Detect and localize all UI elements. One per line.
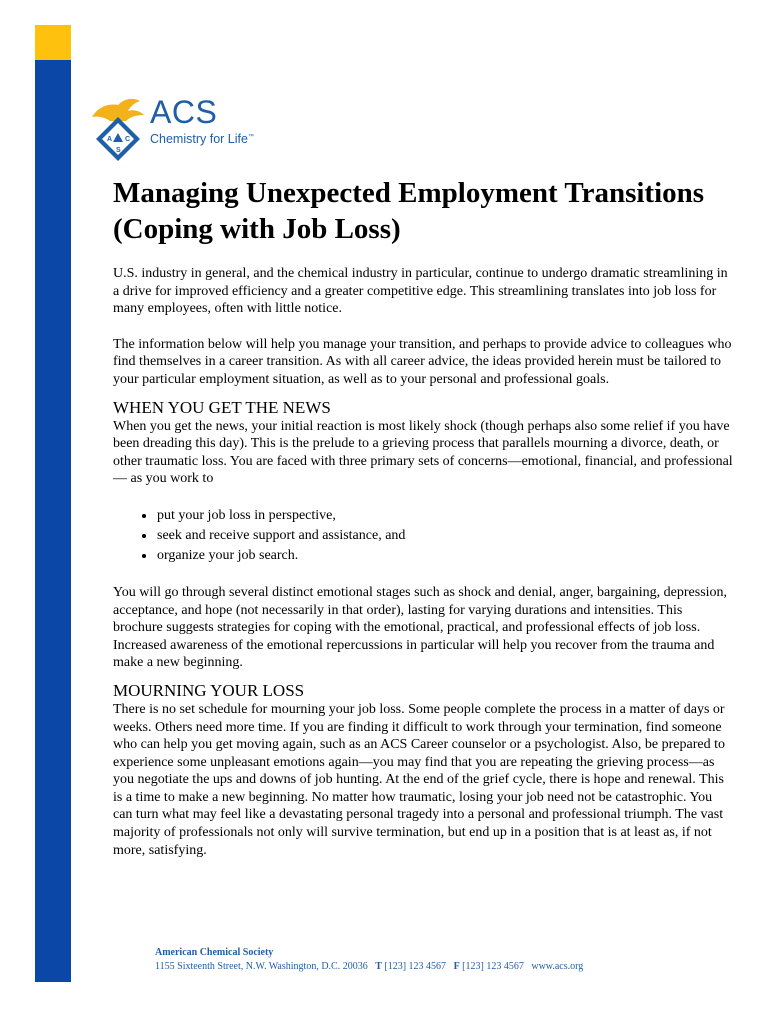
- trademark-mark: ™: [247, 133, 254, 140]
- concerns-list: [113, 506, 733, 566]
- page-footer: [155, 946, 583, 974]
- side-stripe-blue: [35, 60, 71, 982]
- footer-org: American Chemical Society: [155, 947, 274, 958]
- section-news-after: You will go through several distinct emotional stages such as shock and denial, anger, bargaining, depression, acceptance, and hope (not necessarily in that order), lasting for varying durations and intensities. This brochure suggests strategies for coping with the emotional, practical, and professional effects of job loss. Increased awareness of the emotional repercussions in particular will help you recover from the trauma and make a new beginning.: [113, 584, 728, 671]
- footer-web-link[interactable]: www.acs.org: [531, 961, 584, 972]
- logo-wordmark: ACS: [150, 94, 218, 130]
- acs-logo: [88, 95, 278, 165]
- list-item: • put your job loss in perspective,: [156, 506, 733, 526]
- side-stripe-yellow: [35, 25, 71, 60]
- page-title: Managing Unexpected Employment Transitions (Coping with Job Loss): [113, 177, 705, 245]
- document-body: [113, 175, 733, 877]
- section-heading-mourning: MOURNING YOUR LOSS: [113, 680, 305, 700]
- tagline-text: Chemistry for Life: [150, 132, 248, 146]
- section-heading-news: WHEN YOU GET THE NEWS: [113, 397, 331, 417]
- footer-tel-label: T: [375, 961, 382, 972]
- svg-text:C: C: [125, 136, 131, 143]
- svg-text:S: S: [116, 147, 121, 154]
- list-item: • seek and receive support and assistance, and: [156, 526, 733, 546]
- footer-contact: [155, 960, 583, 974]
- footer-address: 1155 Sixteenth Street, N.W. Washington, D.C. 20036: [155, 961, 368, 972]
- logo-tagline: [150, 132, 254, 146]
- acs-emblem-icon: [88, 95, 148, 163]
- footer-fax: [123] 123 4567: [462, 961, 524, 972]
- footer-tel: [123] 123 4567: [384, 961, 447, 972]
- section-news-body: When you get the news, your initial reaction is most likely shock (though perhaps also some relief if you have been dreading this day). This is the prelude to a grieving process that parallels mourning a divorce, death, or other traumatic loss. You are faced with three primary sets of concerns—emotional, financial, and professional— as you work to: [113, 418, 733, 487]
- list-item: • organize your job search.: [156, 546, 733, 566]
- footer-fax-label: F: [453, 961, 460, 972]
- section-mourning-body: There is no set schedule for mourning your job loss. Some people complete the process in a matter of days or weeks. Others need more time. If you are finding it difficult to work through your termination, find someone who can help you get moving again, such as an ACS Career counselor or a psychologist. Also, be prepared to experience some unpleasant emotions again—you may find that you are repeating the grieving process—as you negotiate the ups and downs of job hunting. At the end of the grief cycle, there is hope and renewal. This is a time to make a new beginning. No matter how traumatic, losing your job need not be catastrophic. You can turn what may feel like a devastating personal tragedy into a personal and professional triumph. The vast majority of professionals not only will survive termination, but end up in a position that is at least as, if not more, satisfying.: [113, 701, 725, 858]
- svg-text:A: A: [107, 136, 113, 143]
- intro-paragraph-1: U.S. industry in general, and the chemical industry in particular, continue to undergo dramatic streamlining in a drive for improved efficiency and a greater competitive edge. This streamlining translates into job loss for many employees, often with little notice.: [113, 266, 728, 317]
- intro-paragraph-2: The information below will help you manage your transition, and perhaps to provide advice to colleagues who find themselves in a career transition. As with all career advice, the ideas provided herein must be tailored to your particular employment situation, as well as to your personal and professional goals.: [113, 336, 732, 387]
